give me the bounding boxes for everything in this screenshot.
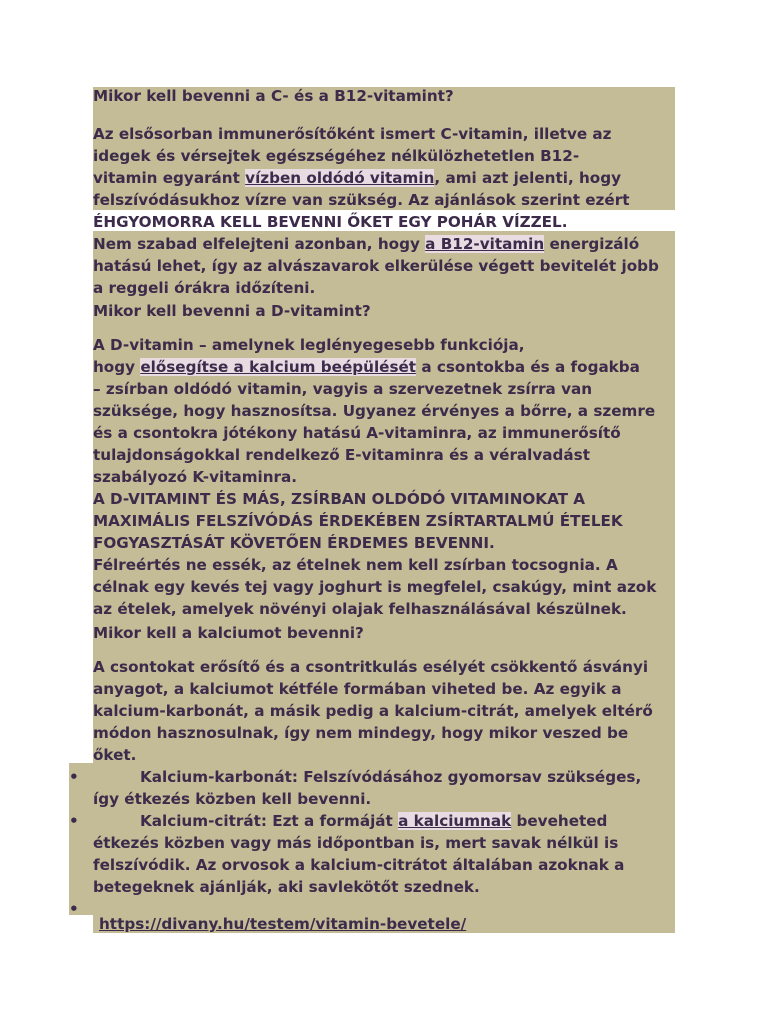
bullet-icon: • — [69, 812, 79, 830]
text-line: a reggeli órákra időzíteni. — [93, 279, 316, 297]
list-item-text: betegeknek ajánlják, aki savlekötőt szednek. — [93, 878, 480, 896]
text-line: az ételek, amelyek növényi olajak felhasználásával készülnek. — [93, 600, 627, 618]
text-line — [93, 356, 640, 378]
link-kalcium-beepulese[interactable]: elősegítse a kalcium beépülését — [140, 358, 417, 376]
text-segment: hogy — [93, 358, 141, 376]
text-line: módon hasznosulnak, így nem mindegy, hogy mikor veszed be — [93, 724, 629, 742]
emphasis-line: ÉHGYOMORRA KELL BEVENNI ŐKET EGY POHÁR VÍZZEL. — [93, 213, 568, 231]
text-segment: energizáló — [544, 235, 640, 253]
emphasis-line: A D-VITAMINT ÉS MÁS, ZSÍRBAN OLDÓDÓ VITAMINOKAT A — [93, 490, 586, 508]
text-segment: , ami azt jelenti, hogy — [434, 169, 622, 187]
text-line: – zsírban oldódó vitamin, vagyis a szervezetnek zsírra van — [93, 380, 593, 398]
bullet-icon: • — [69, 768, 79, 786]
source-link[interactable]: https://divany.hu/testem/vitamin-bevetele/ — [99, 915, 467, 933]
text-segment: Kalcium-citrát: Ezt a formáját — [140, 812, 399, 830]
text-line: tulajdonságokkal rendelkező E-vitaminra és a véralvadást — [93, 446, 590, 464]
list-item-text: étkezés közben vagy más időpontban is, mert savak nélkül is — [93, 834, 619, 852]
text-line — [93, 233, 639, 255]
text-line: A csontokat erősítő és a csontritkulás esélyét csökkentő ásványi — [93, 658, 649, 676]
heading-d-vitamin: Mikor kell bevenni a D-vitamint? — [93, 302, 371, 320]
bullet-icon: • — [69, 900, 79, 918]
text-line: Félreértés ne essék, az ételnek nem kell zsírban tocsognia. A — [93, 556, 618, 574]
text-line: szüksége, hogy hasznosítsa. Ugyanez érvényes a bőrre, a szemre — [93, 402, 656, 420]
link-kalciumnak[interactable]: a kalciumnak — [398, 812, 512, 830]
emphasis-line: FOGYASZTÁSÁT KÖVETŐEN ÉRDEMES BEVENNI. — [93, 534, 495, 552]
text-line: Az elsősorban immunerősítőként ismert C-vitamin, illetve az — [93, 125, 612, 143]
text-line: célnak egy kevés tej vagy joghurt is megfelel, csakúgy, mint azok — [93, 578, 657, 596]
heading-c-b12: Mikor kell bevenni a C- és a B12-vitamint? — [93, 87, 454, 105]
text-line: és a csontokra jótékony hatású A-vitaminra, az immunerősítő — [93, 424, 621, 442]
source-link-line — [99, 913, 466, 935]
text-line: felszívódásukhoz vízre van szükség. Az ajánlások szerint ezért — [93, 191, 630, 209]
emphasis-line: MAXIMÁLIS FELSZÍVÓDÁS ÉRDEKÉBEN ZSÍRTARTALMÚ ÉTELEK — [93, 512, 623, 530]
text-segment: vitamin egyaránt — [93, 169, 246, 187]
heading-kalcium: Mikor kell a kalciumot bevenni? — [93, 624, 364, 642]
link-vizben-oldodo-vitamin[interactable]: vízben oldódó vitamin — [245, 169, 435, 187]
link-b12-vitamin[interactable]: a B12-vitamin — [425, 235, 545, 253]
text-line: szabályozó K-vitaminra. — [93, 468, 298, 486]
list-item-karbonat: Kalcium-karbonát: Felszívódásához gyomorsav szükséges, — [140, 768, 642, 786]
list-item-text: így étkezés közben kell bevenni. — [93, 790, 372, 808]
text-line: őket. — [93, 746, 137, 764]
text-line — [93, 167, 621, 189]
list-item-citrat — [140, 810, 607, 832]
text-line: A D-vitamin – amelynek leglényegesebb funkciója, — [93, 336, 525, 354]
text-line: kalcium-karbonát, a másik pedig a kalcium-citrát, amelyek eltérő — [93, 702, 653, 720]
text-segment: a csontokba és a fogakba — [416, 358, 640, 376]
text-line: anyagot, a kalciumot kétféle formában viheted be. Az egyik a — [93, 680, 622, 698]
text-line: idegek és vérsejtek egészségéhez nélkülözhetetlen B12- — [93, 147, 580, 165]
text-line: hatású lehet, így az alvászavarok elkerülése végett bevitelét jobb — [93, 257, 659, 275]
list-item-text: felszívódik. Az orvosok a kalcium-citrátot általában azoknak a — [93, 856, 625, 874]
text-segment: beveheted — [511, 812, 608, 830]
text-segment: Nem szabad elfelejteni azonban, hogy — [93, 235, 426, 253]
